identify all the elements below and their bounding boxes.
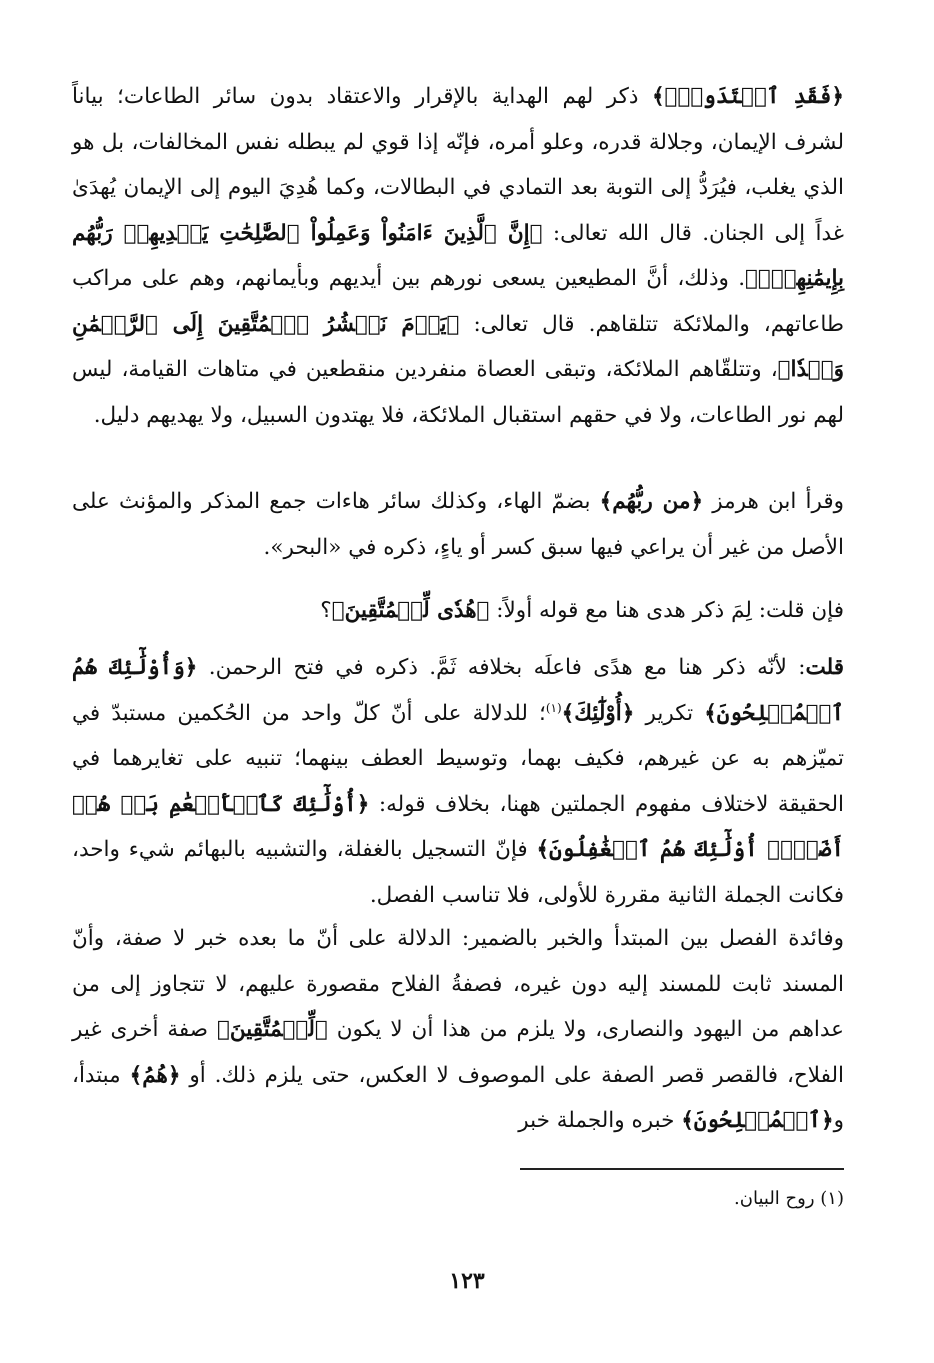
quran-quote: ﴿وَأُوْلَٰٓئِكَ هُمُ ٱلۡمُفۡلِحُونَ﴾ [72, 655, 844, 726]
paragraph-text: وفائدة الفصل بين المبتدأ والخبر بالضمير: الدلالة على أنّ ما بعده خبر لا صفة، وأنّ المسند ثابت للمسند إليه دون غيره، فصفةُ الفلاح مقصورة عليهم، لا تتجاوز إلى من عداهم من اليهود والنصارى، ولا يلزم من هذا أن لا يكون [72, 926, 844, 1042]
paragraph-text: ؟ [320, 598, 332, 623]
page-number: ١٢٣ [449, 1268, 485, 1294]
quran-quote: ﴿هُمُ﴾ [129, 1062, 181, 1088]
paragraph-text: مبتدأ، و [72, 1062, 844, 1133]
footnote-text: روح البيان. [734, 1188, 815, 1209]
paragraph-text: : لأنّه ذكر هنا مع هدًى فاعلَه بخلافه ثَمَّ. ذكره في فتح الرحمن. [197, 655, 806, 680]
paragraph-text: ؛ للدلالة على أنّ كلّ واحد من الحُكمين مستبدّ في تميّزهم به عن غيرهم، فكيف بهما، وتوسيط العطف بينهما؛ تنبيه على تغايرهما في الحقيقة لاختلاف مفهوم الجملتين ههنا، بخلاف قوله: [72, 700, 844, 817]
paragraph-answer [72, 645, 844, 918]
footnote-divider [520, 1168, 844, 1170]
paragraph-text: صفة أخرى غير الفلاح، فالقصر قصر الصفة على الموصوف لا العكس، حتى يلزم ذلك. أو [72, 1017, 844, 1088]
quran-quote: ﴿إِنَّ ٱلَّذِينَ ءَامَنُواْ وَعَمِلُواْ ٱلصَّٰلِحَٰتِ يَهۡدِيهِمۡ رَبُّهُم بِإِيمَٰنِهِمۡۖ﴾ [72, 220, 844, 291]
footnote-marker: (١) [820, 1188, 844, 1209]
footnote [520, 1184, 844, 1214]
paragraph-text: خبره والجملة خبر [518, 1108, 682, 1133]
footnote-reference[interactable]: (١) [545, 700, 562, 715]
paragraph-text: فإن قلت: لِمَ ذكر هدى هنا مع قوله أولاً: [489, 598, 844, 623]
quran-quote: ﴿من ربُّهُم﴾ [599, 489, 704, 514]
paragraph-separation-benefit [72, 916, 844, 1144]
quran-quote: ﴿يَوۡمَ نَحۡشُرُ ٱلۡمُتَّقِينَ إِلَى ٱلرَّحۡمَٰنِ وَفۡدٗا﴾ [72, 311, 844, 382]
quran-quote: ﴿أُوْلَٰٓئِكَ﴾ [561, 700, 635, 726]
paragraph-text: . وذلك، أنَّ المطيعين يسعى نورهم بين أيديهم وبأيمانهم، وهم على مراكب طاعاتهم، والملائكة تتلقاهم. قال تعالى: [72, 266, 844, 337]
paragraph-text: فإنّ التسجيل بالغفلة، والتشبيه بالبهائم شيء واحد، فكانت الجملة الثانية مقررة للأولى، فلا تناسب الفصل. [72, 837, 844, 908]
quran-quote: ﴿هُدٗى لِّلۡمُتَّقِينَ﴾ [331, 598, 490, 623]
paragraph-text: بضمّ الهاء، وكذلك سائر هاءات جمع المذكر والمؤنث على الأصل من غير أن يراعي فيها سبق كسر أو ياءٍ، ذكره في «البحر». [72, 489, 844, 560]
quran-quote: ﴿لِّلۡمُتَّقِينَ﴾ [216, 1017, 328, 1042]
quran-quote: ﴿فَقَدِ ٱهۡتَدَواْۖ﴾ [651, 84, 844, 109]
paragraph-guidance [72, 74, 844, 438]
paragraph-text: ، وتتلقّاهم الملائكة، وتبقى العصاة منفردين منقطعين في متاهات القيامة، ليس لهم نور الطاعات، ولا في حقهم استقبال الملائكة، فلا يهتدون السبيل، ولا يهديهم دليل. [72, 357, 844, 428]
paragraph-text: تكرير [634, 700, 705, 726]
paragraph-text: وقرأ ابن هرمز [703, 489, 844, 514]
paragraph-question [72, 588, 844, 634]
quran-quote: ﴿ٱلۡمُفۡلِحُونَ﴾ [681, 1108, 834, 1133]
paragraph-text: ذكر لهم الهداية بالإقرار والاعتقاد بدون سائر الطاعات؛ بياناً لشرف الإيمان، وجلالة قدره، وعلو أمره، فإنّه إذا قوي لم يبطله نفس المخالفات، بل هو الذي يغلب، فيُرَدُّ إلى التوبة بعد التمادي في البطالات، وكما هُدِيَ اليوم إلى الإيمان يُهدَىٰ غداً إلى الجنان. قال الله تعالى: [72, 84, 844, 246]
quran-quote: ﴿أُوْلَٰٓئِكَ كَٱلۡأَنۡعَٰمِ بَلۡ هُمۡ أَضَلُّۚ أُوْلَٰٓئِكَ هُمُ ٱلۡغَٰفِلُونَ﴾ [72, 791, 844, 862]
paragraph-reading-ibn-hurmuz [72, 479, 844, 570]
answer-label: قلت [805, 655, 844, 680]
